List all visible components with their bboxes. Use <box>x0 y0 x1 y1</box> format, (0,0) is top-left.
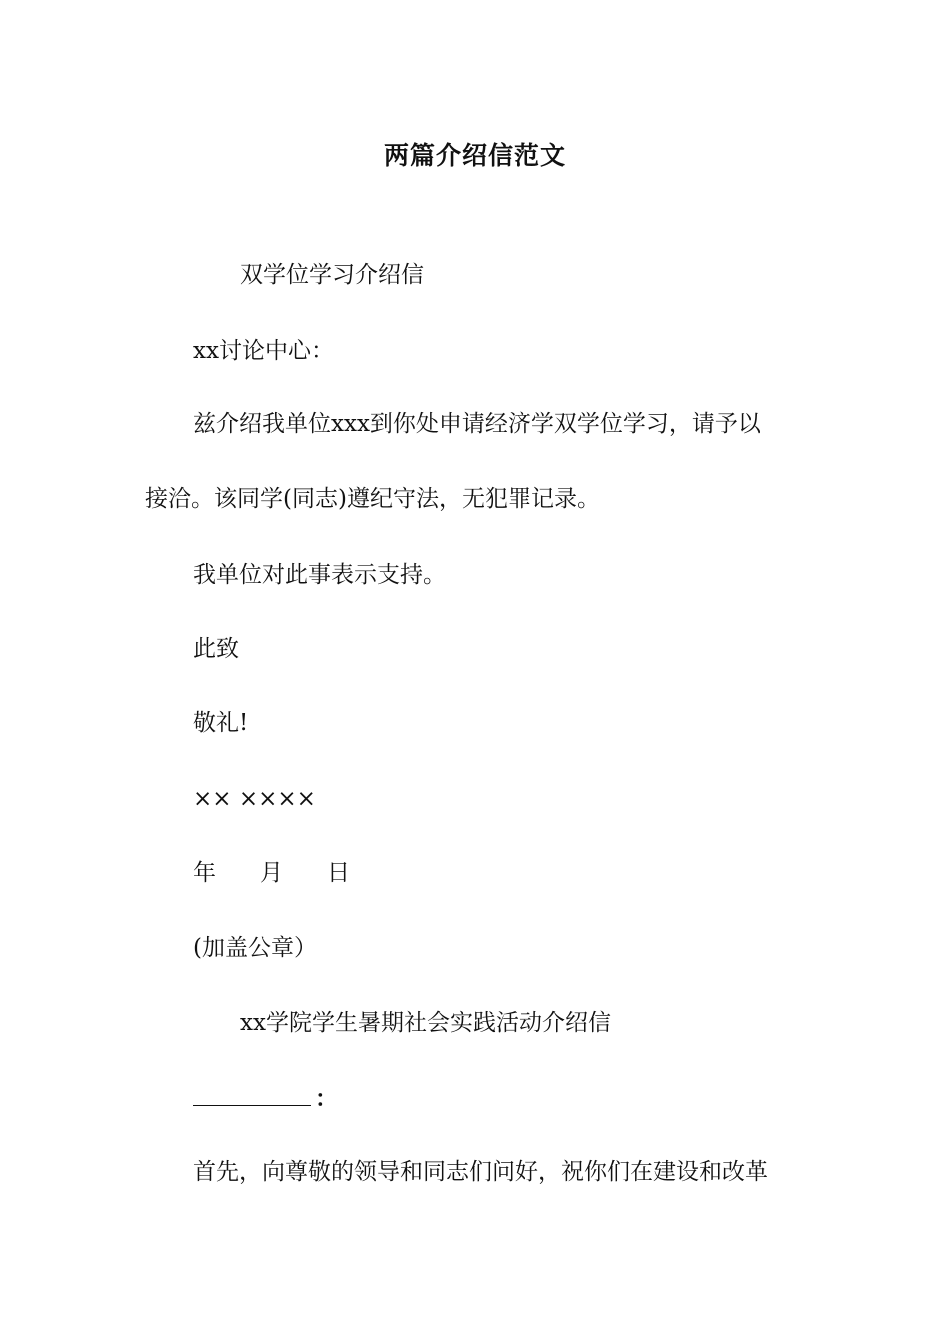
letter1-salutation: xx讨论中心： <box>193 338 334 364</box>
letter2-heading: xx学院学生暑期社会实践活动介绍信 <box>240 1010 611 1036</box>
letter1-seal-note: (加盖公章） <box>193 935 317 961</box>
salutation-colon: ： <box>315 1085 338 1112</box>
letter1-signature: ×× ×××× <box>193 786 316 812</box>
date-day: 日 <box>327 860 350 886</box>
letter2-salutation <box>193 1084 338 1114</box>
letter1-date <box>193 858 350 888</box>
letter1-closing-2: 敬礼! <box>193 710 249 736</box>
date-year: 年 <box>193 860 216 886</box>
letter2-body-line1: 首先，向尊敬的领导和同志们问好，祝你们在建设和改革 <box>193 1159 768 1185</box>
letter1-body-line1: 兹介绍我单位xxx到你处申请经济学双学位学习，请予以 <box>193 411 761 437</box>
date-month: 月 <box>260 860 283 886</box>
document-title: 两篇介绍信范文 <box>383 141 566 170</box>
letter1-body-line2: 接洽。该同学(同志)遵纪守法，无犯罪记录。 <box>145 486 600 512</box>
recipient-blank-line <box>193 1087 311 1106</box>
letter1-closing-1: 此致 <box>193 636 239 662</box>
letter1-heading: 双学位学习介绍信 <box>240 262 424 288</box>
letter1-support-statement: 我单位对此事表示支持。 <box>193 562 446 588</box>
